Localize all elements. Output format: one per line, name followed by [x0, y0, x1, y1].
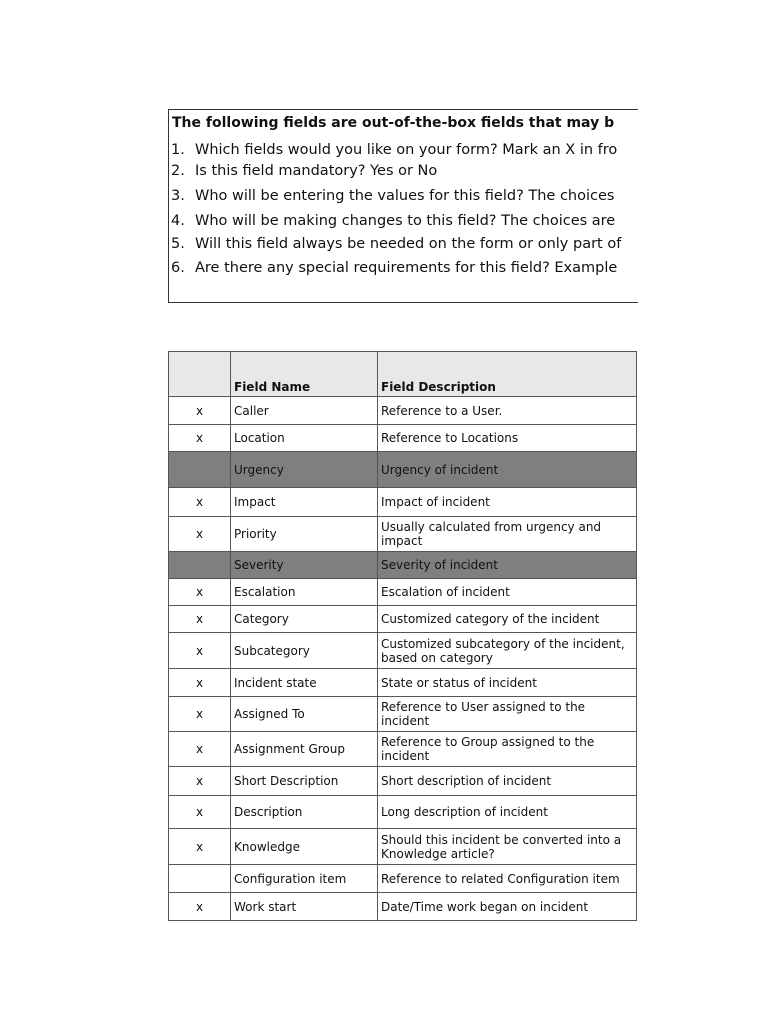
header-field-description: Field Description	[378, 352, 637, 397]
question-text: Will this field always be needed on the form or only part of	[195, 236, 622, 252]
instructions-heading: The following fields are out-of-the-box fields that may b	[172, 115, 615, 131]
table-row	[169, 767, 637, 796]
row-mark[interactable]: x	[169, 397, 231, 425]
question-4	[171, 213, 615, 229]
table-row	[169, 452, 637, 488]
fields-table-container	[168, 351, 638, 921]
row-field-description: Impact of incident	[378, 488, 637, 517]
row-mark[interactable]: x	[169, 425, 231, 452]
table-row	[169, 829, 637, 865]
row-mark[interactable]: x	[169, 606, 231, 633]
row-mark[interactable]: x	[169, 732, 231, 767]
row-field-description: State or status of incident	[378, 669, 637, 697]
question-text: Who will be entering the values for this field? The choices	[195, 188, 615, 204]
table-row	[169, 732, 637, 767]
row-mark[interactable]	[169, 452, 231, 488]
row-field-description: Usually calculated from urgency and impact	[378, 517, 637, 552]
row-field-name: Caller	[231, 397, 378, 425]
row-field-description: Reference to Group assigned to the incident	[378, 732, 637, 767]
row-mark[interactable]: x	[169, 669, 231, 697]
row-mark[interactable]: x	[169, 488, 231, 517]
row-field-description: Reference to User assigned to the incident	[378, 697, 637, 732]
row-field-description: Reference to related Configuration item	[378, 865, 637, 893]
table-row	[169, 397, 637, 425]
row-mark[interactable]: x	[169, 633, 231, 669]
row-field-description: Reference to Locations	[378, 425, 637, 452]
fields-table	[168, 351, 637, 921]
table-row	[169, 893, 637, 921]
question-number: 5.	[171, 236, 185, 252]
table-row	[169, 633, 637, 669]
row-mark[interactable]: x	[169, 829, 231, 865]
row-field-name: Escalation	[231, 579, 378, 606]
question-3	[171, 188, 614, 204]
table-row	[169, 796, 637, 829]
question-1	[171, 142, 617, 158]
question-text: Is this field mandatory? Yes or No	[195, 163, 438, 179]
row-field-description: Escalation of incident	[378, 579, 637, 606]
header-field-name: Field Name	[231, 352, 378, 397]
row-mark[interactable]: x	[169, 697, 231, 732]
row-field-name: Subcategory	[231, 633, 378, 669]
table-header-row	[169, 352, 637, 397]
question-number: 4.	[171, 213, 185, 229]
row-mark[interactable]	[169, 552, 231, 579]
row-field-name: Urgency	[231, 452, 378, 488]
row-mark[interactable]: x	[169, 796, 231, 829]
row-field-description: Customized category of the incident	[378, 606, 637, 633]
row-field-name: Assigned To	[231, 697, 378, 732]
row-field-name: Work start	[231, 893, 378, 921]
header-mark	[169, 352, 231, 397]
row-field-description: Short description of incident	[378, 767, 637, 796]
question-text: Which fields would you like on your form? Mark an X in fro	[195, 142, 618, 158]
row-field-description: Long description of incident	[378, 796, 637, 829]
question-text: Who will be making changes to this field? The choices are	[195, 213, 616, 229]
row-field-description: Urgency of incident	[378, 452, 637, 488]
row-mark[interactable]: x	[169, 579, 231, 606]
row-field-name: Impact	[231, 488, 378, 517]
question-5	[171, 236, 621, 252]
row-field-description: Customized subcategory of the incident, based on category	[378, 633, 637, 669]
row-field-description: Severity of incident	[378, 552, 637, 579]
row-field-description: Should this incident be converted into a Knowledge article?	[378, 829, 637, 865]
row-mark[interactable]: x	[169, 767, 231, 796]
row-field-name: Priority	[231, 517, 378, 552]
row-field-name: Configuration item	[231, 865, 378, 893]
question-number: 2.	[171, 163, 185, 179]
table-row	[169, 552, 637, 579]
row-field-description: Date/Time work began on incident	[378, 893, 637, 921]
table-row	[169, 697, 637, 732]
question-number: 3.	[171, 188, 185, 204]
row-field-name: Short Description	[231, 767, 378, 796]
row-field-name: Incident state	[231, 669, 378, 697]
question-2	[171, 163, 437, 179]
row-field-name: Assignment Group	[231, 732, 378, 767]
question-number: 6.	[171, 260, 185, 276]
row-field-name: Location	[231, 425, 378, 452]
question-text: Are there any special requirements for this field? Example	[195, 260, 618, 276]
row-field-name: Severity	[231, 552, 378, 579]
row-field-name: Knowledge	[231, 829, 378, 865]
question-number: 1.	[171, 142, 185, 158]
row-mark[interactable]: x	[169, 893, 231, 921]
table-row	[169, 865, 637, 893]
table-row	[169, 669, 637, 697]
row-field-name: Description	[231, 796, 378, 829]
row-mark[interactable]: x	[169, 517, 231, 552]
row-field-description: Reference to a User.	[378, 397, 637, 425]
table-row	[169, 488, 637, 517]
row-field-name: Category	[231, 606, 378, 633]
table-row	[169, 606, 637, 633]
table-row	[169, 517, 637, 552]
question-6	[171, 260, 617, 276]
instructions-box	[168, 109, 638, 303]
table-row	[169, 579, 637, 606]
table-row	[169, 425, 637, 452]
row-mark[interactable]	[169, 865, 231, 893]
